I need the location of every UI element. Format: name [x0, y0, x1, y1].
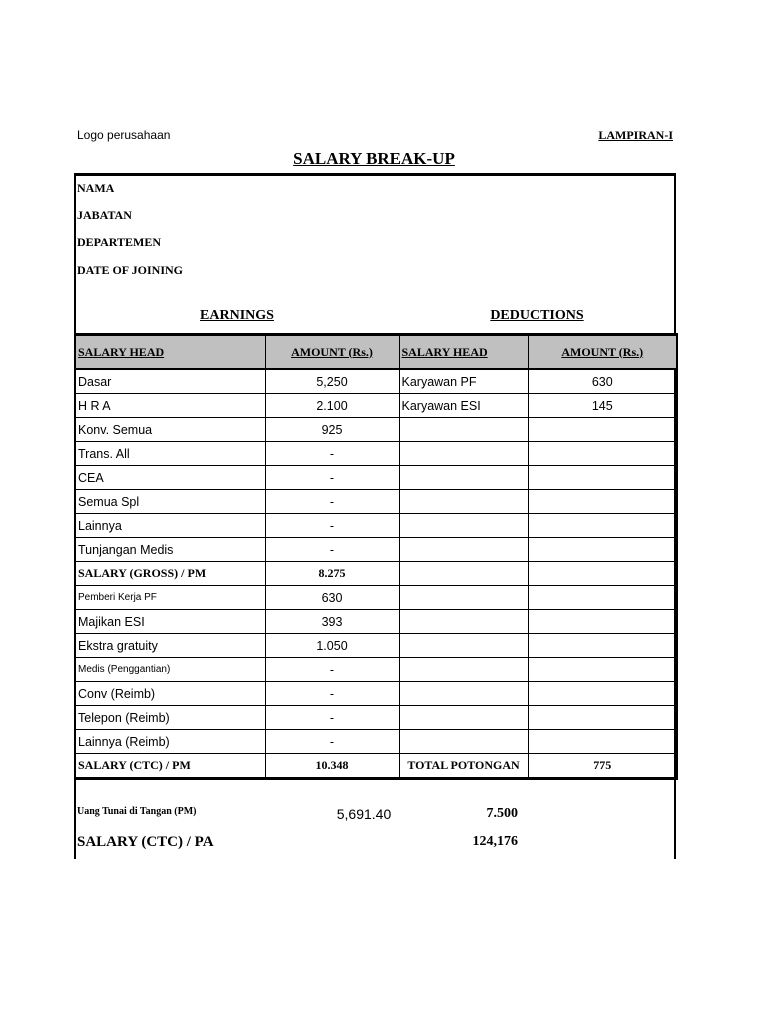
table-row: [75, 706, 677, 730]
table-row: [75, 418, 677, 442]
earn-head-cell: Lainnya (Reimb): [75, 730, 265, 754]
ded-amount-cell: [528, 682, 677, 706]
ded-head-cell: [399, 514, 528, 538]
earn-head-cell: Dasar: [75, 369, 265, 394]
table-row: [75, 730, 677, 754]
earn-amount-cell: -: [265, 442, 399, 466]
gross-total-row: [75, 562, 677, 586]
earn-head-cell: Conv (Reimb): [75, 682, 265, 706]
earn-amount-cell: -: [265, 682, 399, 706]
ded-amount-cell: [528, 418, 677, 442]
ded-head-cell: [399, 610, 528, 634]
earn-head-cell: Pemberi Kerja PF: [75, 586, 265, 610]
table-row: [75, 466, 677, 490]
ded-head-cell: [399, 442, 528, 466]
earn-head-cell: CEA: [75, 466, 265, 490]
total-deductions-amount-cell: 775: [528, 754, 677, 779]
earn-amount-cell: -: [265, 706, 399, 730]
ctc-amount-cell: 10.348: [265, 754, 399, 779]
table-row: [75, 682, 677, 706]
ded-amount-cell: [528, 466, 677, 490]
table-row: [75, 658, 677, 682]
table-row: [75, 394, 677, 418]
ded-amount-cell: [528, 706, 677, 730]
table-row: [75, 586, 677, 610]
ded-head-cell: [399, 466, 528, 490]
ded-amount-cell: [528, 514, 677, 538]
annual-ctc-label: SALARY (CTC) / PA: [77, 834, 214, 850]
table-row: [75, 490, 677, 514]
ctc-label-cell: SALARY (CTC) / PM: [75, 754, 265, 779]
ded-amount-cell: [528, 658, 677, 682]
deductions-heading: DEDUCTIONS: [490, 308, 584, 323]
ded-head-cell: [399, 634, 528, 658]
ded-amount-cell: 145: [528, 394, 677, 418]
earn-head-cell: Lainnya: [75, 514, 265, 538]
earn-amount-cell: -: [265, 538, 399, 562]
ded-head-cell: [399, 538, 528, 562]
field-departemen: DEPARTEMEN: [77, 235, 162, 249]
header-ded-amount: AMOUNT (Rs.): [528, 335, 677, 370]
earn-head-cell: Telepon (Reimb): [75, 706, 265, 730]
earn-head-cell: Konv. Semua: [75, 418, 265, 442]
header-ded-salary-head: SALARY HEAD: [399, 335, 528, 370]
appendix-label: LAMPIRAN-I: [598, 128, 673, 142]
earn-amount-cell: -: [265, 658, 399, 682]
field-date-of-joining: DATE OF JOINING: [77, 263, 184, 277]
total-deductions-label-cell: TOTAL POTONGAN: [399, 754, 528, 779]
annual-ctc-value: 124,176: [472, 834, 518, 849]
table-row: [75, 538, 677, 562]
earn-amount-cell: 5,250: [265, 369, 399, 394]
ded-amount-cell: [528, 538, 677, 562]
earn-amount-cell: 630: [265, 586, 399, 610]
ded-amount-cell: [528, 490, 677, 514]
ded-amount-cell: [528, 586, 677, 610]
top-rule: [74, 173, 676, 176]
table-row: [75, 442, 677, 466]
earn-amount-cell: 2.100: [265, 394, 399, 418]
earn-amount-cell: -: [265, 466, 399, 490]
cash-in-hand-value-2: 7.500: [486, 806, 518, 821]
earn-head-cell: Majikan ESI: [75, 610, 265, 634]
earn-amount-cell: 1.050: [265, 634, 399, 658]
gross-label-cell: SALARY (GROSS) / PM: [75, 562, 265, 586]
ctc-total-row: [75, 754, 677, 779]
table-row: [75, 610, 677, 634]
earn-head-cell: Trans. All: [75, 442, 265, 466]
ded-amount-cell: [528, 730, 677, 754]
table-row: [75, 369, 677, 394]
table-row: [75, 634, 677, 658]
ded-head-cell: [399, 562, 528, 586]
cash-in-hand-label: Uang Tunai di Tangan (PM): [77, 806, 197, 817]
earn-head-cell: Semua Spl: [75, 490, 265, 514]
ded-head-cell: [399, 418, 528, 442]
earn-head-cell: Medis (Penggantian): [75, 658, 265, 682]
earn-amount-cell: 925: [265, 418, 399, 442]
earn-head-cell: Tunjangan Medis: [75, 538, 265, 562]
earn-amount-cell: 393: [265, 610, 399, 634]
header-earn-amount: AMOUNT (Rs.): [265, 335, 399, 370]
ded-head-cell: Karyawan PF: [399, 369, 528, 394]
cash-in-hand-value: 5,691.40: [336, 806, 392, 822]
earnings-heading: EARNINGS: [200, 308, 274, 323]
ded-amount-cell: [528, 562, 677, 586]
field-nama: NAMA: [77, 181, 115, 195]
salary-table: [74, 333, 678, 780]
earn-head-cell: Ekstra gratuity: [75, 634, 265, 658]
earn-amount-cell: -: [265, 514, 399, 538]
ded-head-cell: [399, 658, 528, 682]
header-earn-salary-head: SALARY HEAD: [75, 335, 265, 370]
field-jabatan: JABATAN: [77, 208, 132, 222]
ded-amount-cell: [528, 634, 677, 658]
table-header-row: [75, 335, 677, 370]
ded-amount-cell: 630: [528, 369, 677, 394]
page-title: SALARY BREAK-UP: [293, 149, 455, 168]
ded-head-cell: [399, 586, 528, 610]
ded-head-cell: [399, 490, 528, 514]
ded-head-cell: [399, 730, 528, 754]
earn-head-cell: H R A: [75, 394, 265, 418]
ded-head-cell: Karyawan ESI: [399, 394, 528, 418]
ded-head-cell: [399, 706, 528, 730]
table-row: [75, 514, 677, 538]
earn-amount-cell: -: [265, 490, 399, 514]
gross-amount-cell: 8.275: [265, 562, 399, 586]
ded-amount-cell: [528, 610, 677, 634]
ded-amount-cell: [528, 442, 677, 466]
ded-head-cell: [399, 682, 528, 706]
company-logo-placeholder: Logo perusahaan: [77, 128, 171, 142]
earn-amount-cell: -: [265, 730, 399, 754]
